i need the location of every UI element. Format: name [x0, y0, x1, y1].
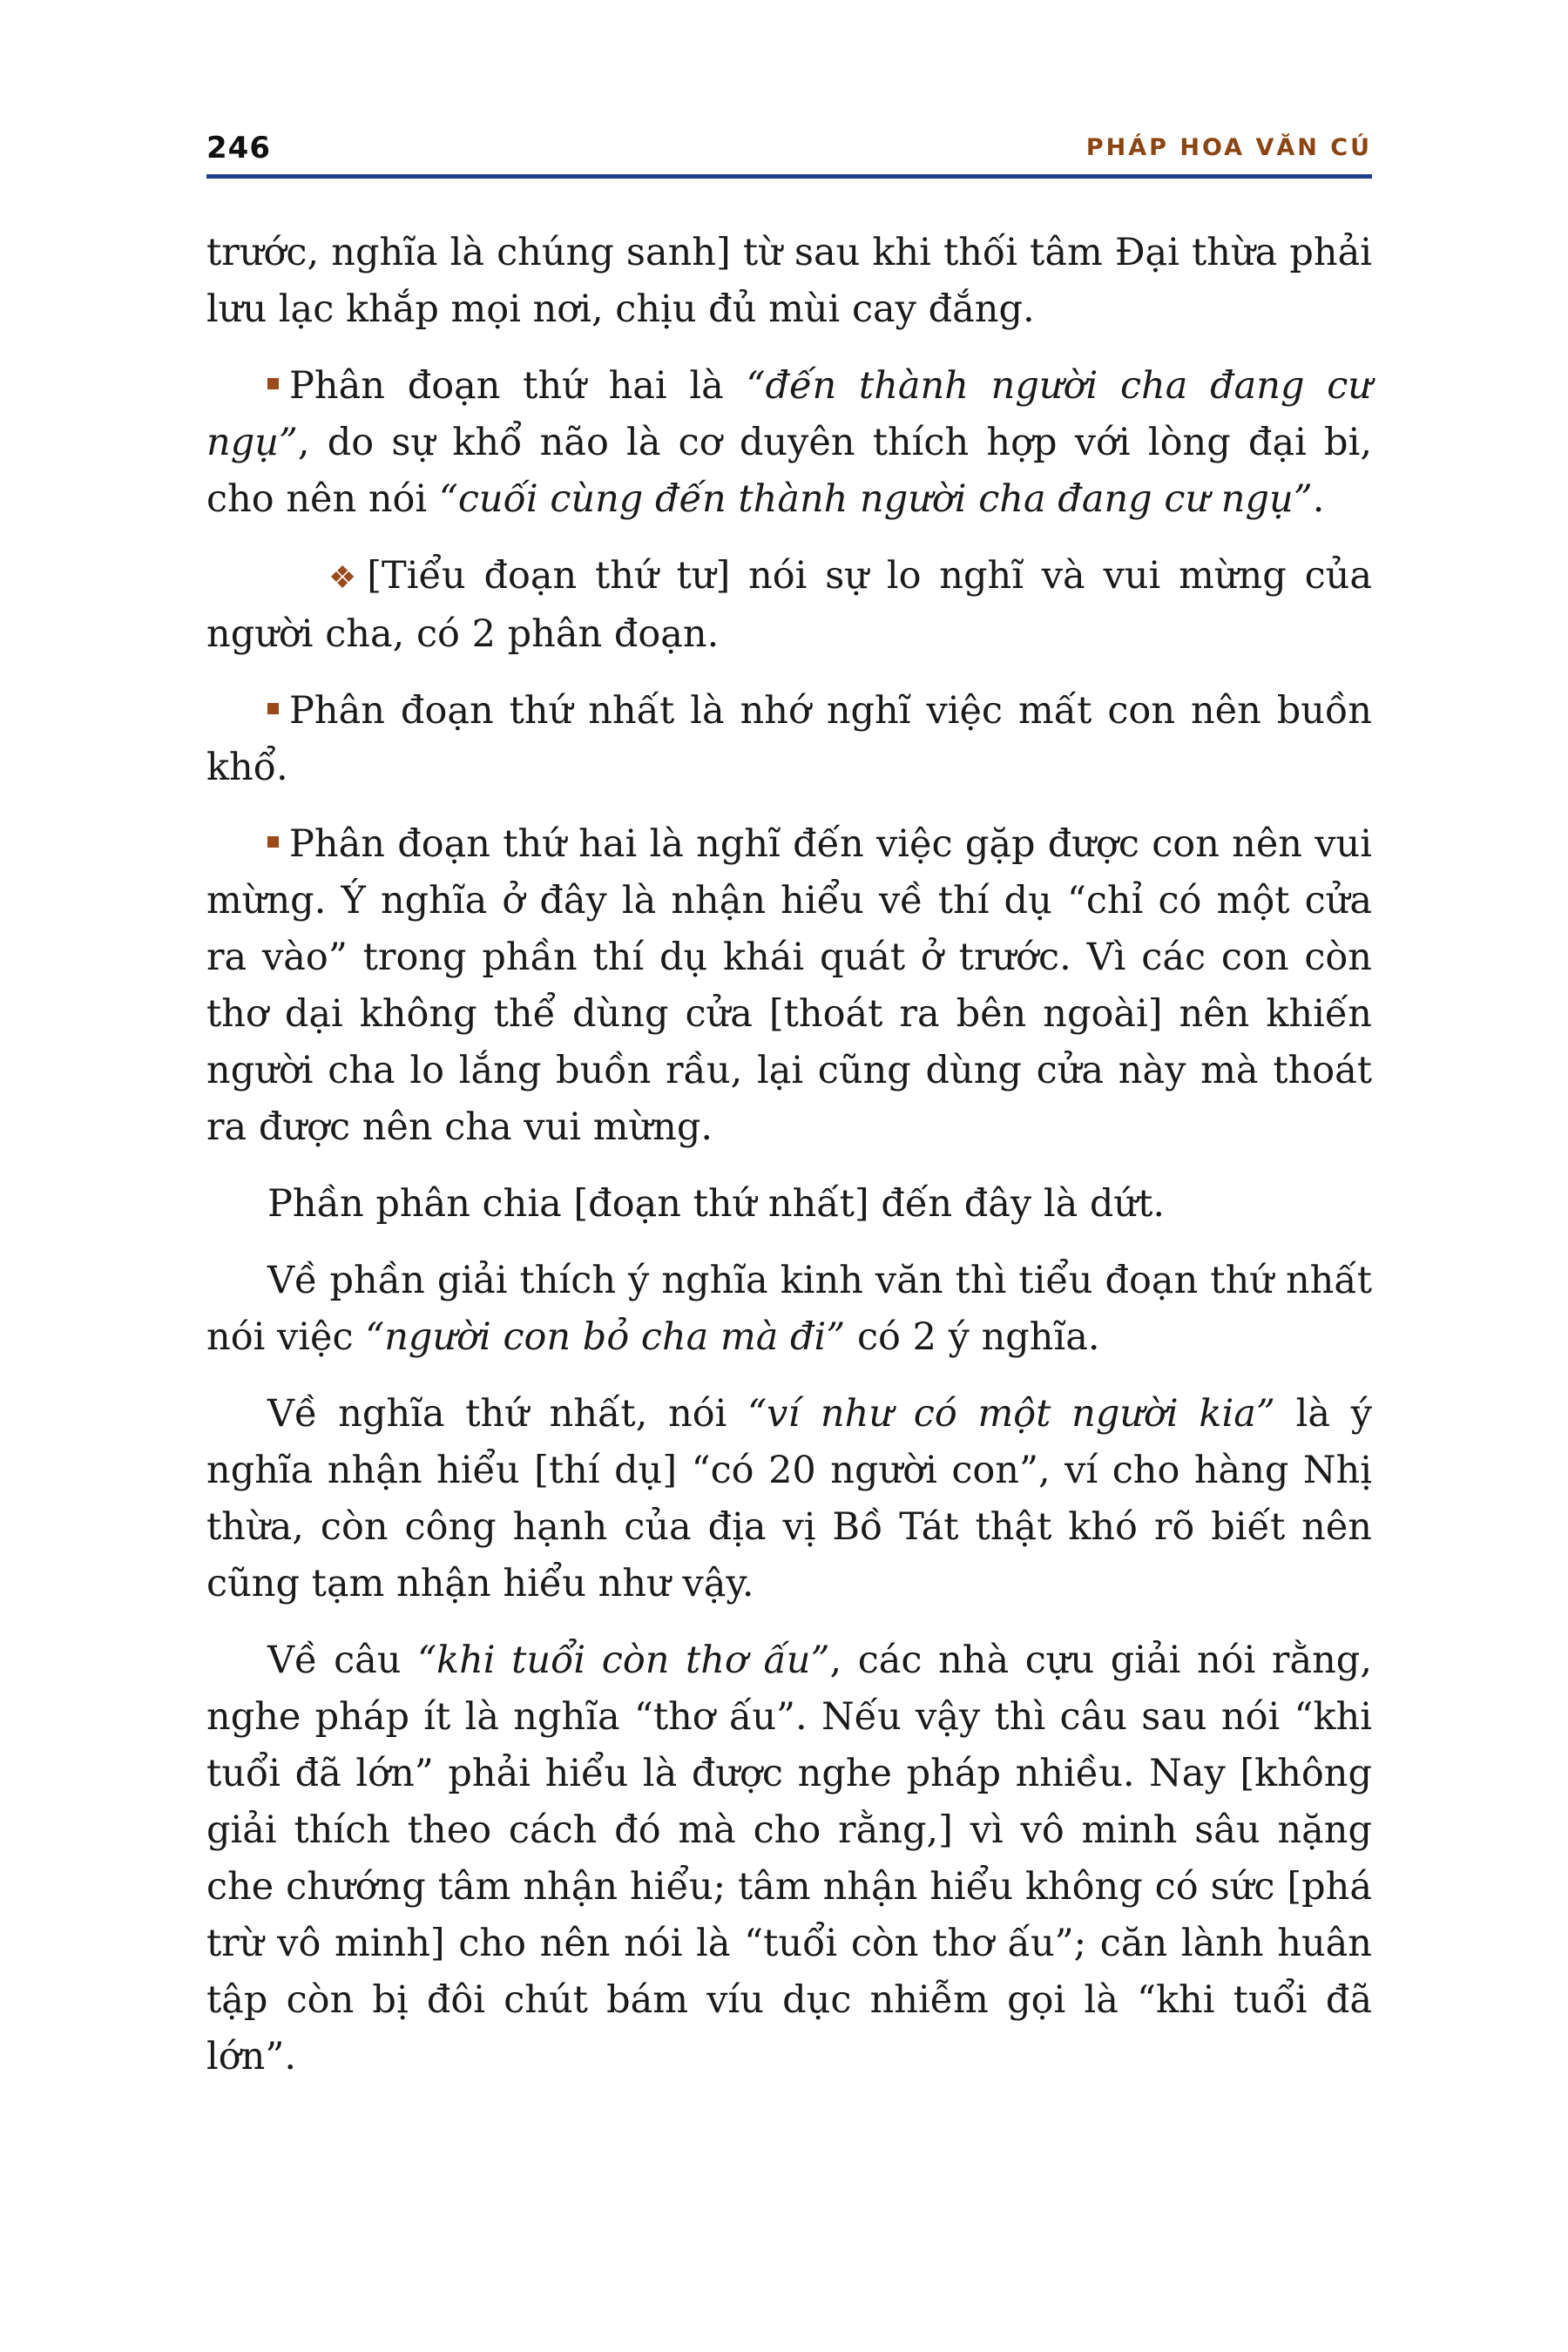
bullet-paragraph [206, 358, 1372, 528]
subsection-paragraph [206, 548, 1372, 663]
square-bullet-icon [267, 378, 279, 389]
text-segment: Về phần giải thích ý nghĩa kinh văn thì tiểu đoạn thứ nhất nói việc [206, 1259, 1372, 1359]
text-segment: Về câu [267, 1639, 418, 1682]
page-number: 246 [206, 131, 271, 166]
quoted-scripture: “cuối cùng đến thành người cha đang cư ngụ” [438, 477, 1313, 521]
text-segment: . [1312, 477, 1325, 521]
paragraph [206, 1632, 1372, 2085]
text-segment: [Tiểu đoạn thứ tư] nói sự lo nghĩ và vui mừng của người cha, có 2 phân đoạn. [206, 554, 1372, 656]
text-segment: , các nhà cựu giải nói rằng, nghe pháp ít là nghĩa “thơ ấu”. Nếu vậy thì câu sau nói “khi tuổi đã lớn” phải hiểu là được nghe pháp nhiều. Nay [không giải thích theo cách đó mà cho rằng,] vì vô minh sâu nặng che chướng tâm nhận hiểu; tâm nhận hiểu không có sức [phá trừ vô minh] cho nên nói là “tuổi còn thơ ấu”; căn lành huân tập còn bị đôi chút bám víu dục nhiễm gọi là “khi tuổi đã lớn”. [206, 1639, 1372, 2078]
book-page [206, 122, 1372, 2105]
text-segment: Phân đoạn thứ nhất là nhớ nghĩ việc mất con nên buồn khổ. [206, 689, 1372, 789]
quoted-scripture: “ví như có một người kia” [747, 1392, 1275, 1436]
text-segment: Phân đoạn thứ hai là [289, 364, 747, 408]
paragraph-continuation [206, 225, 1372, 338]
quoted-scripture: “đến thành người cha đang cư ngụ” [206, 364, 1372, 464]
text-segment: , do sự khổ não là cơ duyên thích hợp với lòng đại bi, cho nên nói [206, 421, 1372, 521]
quoted-scripture: “khi tuổi còn thơ ấu” [417, 1639, 830, 1682]
page-header [206, 122, 1372, 166]
square-bullet-icon [267, 836, 279, 848]
bullet-paragraph [206, 816, 1372, 1156]
four-diamond-icon: ❖ [328, 560, 357, 596]
bullet-paragraph [206, 683, 1372, 796]
text-segment: có 2 ý nghĩa. [845, 1315, 1100, 1359]
text-segment: Phân đoạn thứ hai là nghĩ đến việc gặp được con nên vui mừng. Ý nghĩa ở đây là nhận hiểu về thí dụ “chỉ có một cửa ra vào” trong phần thí dụ khái quát ở trước. Vì các con còn thơ dại không thể dùng cửa [thoát ra bên ngoài] nên khiến người cha lo lắng buồn rầu, lại cũng dùng cửa này mà thoát ra được nên cha vui mừng. [206, 822, 1372, 1149]
quoted-scripture: “người con bỏ cha mà đi” [365, 1315, 846, 1359]
paragraph [206, 1176, 1372, 1233]
square-bullet-icon [267, 703, 279, 714]
body-text [206, 225, 1372, 2085]
header-rule [206, 174, 1372, 179]
text-segment: Phần phân chia [đoạn thứ nhất] đến đây là dứt. [267, 1182, 1166, 1226]
text-segment: là ý nghĩa nhận hiểu [thí dụ] “có 20 người con”, ví cho hàng Nhị thừa, còn công hạnh của địa vị Bồ Tát thật khó rõ biết nên cũng tạm nhận hiểu như vậy. [206, 1392, 1372, 1605]
running-title: PHÁP HOA VĂN CÚ [1085, 134, 1372, 161]
paragraph [206, 1386, 1372, 1612]
text-segment: trước, nghĩa là chúng sanh] từ sau khi thối tâm Đại thừa phải lưu lạc khắp mọi nơi, chịu đủ mùi cay đắng. [206, 231, 1372, 331]
paragraph [206, 1253, 1372, 1366]
text-segment: Về nghĩa thứ nhất, nói [267, 1392, 748, 1436]
